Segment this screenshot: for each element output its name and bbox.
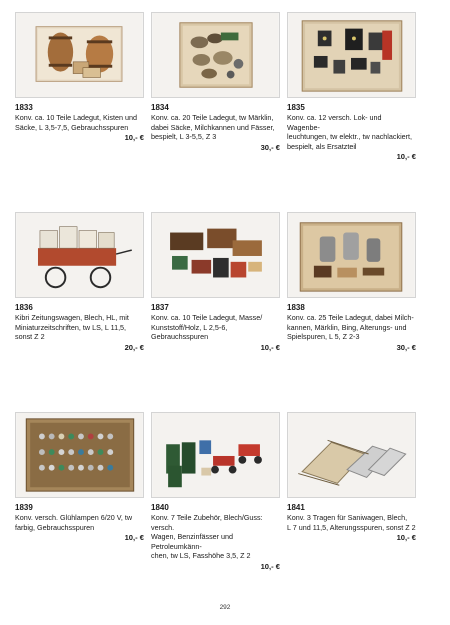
lot-description-line: L 7 und 11,5, Alterungsspuren, sonst Z 2 xyxy=(287,522,416,532)
lot-price: 10,- € xyxy=(396,152,416,162)
lot-1833 xyxy=(15,12,144,142)
lot-price: 10,- € xyxy=(260,561,280,571)
light-bulbs-box-photo xyxy=(15,412,144,498)
lot-number: 1834 xyxy=(151,103,169,112)
lot-number: 1835 xyxy=(287,103,305,112)
lot-description-line: Kibri Zeitungswagen, Blech, HL, mit xyxy=(15,313,129,322)
lot-description-line: Wagen, Benzinfässer und Petroleumkänn- xyxy=(151,532,234,551)
page-number: 292 xyxy=(219,604,231,611)
cargo-blocks-photo xyxy=(151,212,280,298)
milk-cans-box-photo xyxy=(287,212,416,298)
lot-description-line: Konv. ca. 25 Teile Ladegut, dabei Milch- xyxy=(287,313,414,322)
lot-price: 10,- € xyxy=(124,133,144,143)
lot-1836 xyxy=(15,212,144,352)
lot-price: 30,- € xyxy=(396,342,416,352)
newspaper-cart-photo xyxy=(15,212,144,298)
lamps-photo xyxy=(287,12,416,98)
lot-price: 10,- € xyxy=(124,533,144,543)
lot-description-line: Konv. 3 Tragen für Saniwagen, Blech, xyxy=(287,513,408,522)
lot-number: 1840 xyxy=(151,503,169,512)
lot-description-line: Konv. ca. 12 versch. Lok- und Wagenbe- xyxy=(287,113,382,132)
lot-description-line: sonst Z 2 xyxy=(15,332,45,342)
lot-price: 30,- € xyxy=(260,142,280,152)
lot-1841 xyxy=(287,412,416,542)
lot-description-line: Säcke, L 3,5-7,5, Gebrauchsspuren xyxy=(15,122,129,132)
lot-description-line: leuchtungen, tw elektr., tw nachlackiert, xyxy=(287,132,413,142)
lot-price: 10,- € xyxy=(396,533,416,543)
sacks-milk-cans-photo xyxy=(151,12,280,98)
barrels-crates-photo xyxy=(15,12,144,98)
lot-price: 20,- € xyxy=(124,342,144,352)
lot-description-line: Kunststoff/Holz, L 2,5-6, Gebrauchsspuren xyxy=(151,322,228,342)
lot-description-line: Konv. ca. 10 Teile Ladegut, Kisten und xyxy=(15,113,138,122)
lot-description-line: Konv. versch. Glühlampen 6/20 V, tw xyxy=(15,513,133,522)
lot-description-line: bespielt, L 3-5,5, Z 3 xyxy=(151,132,217,142)
lot-number: 1839 xyxy=(15,503,33,512)
lot-description-line: farbig, Gebrauchsspuren xyxy=(15,522,95,532)
lot-1834 xyxy=(151,12,280,152)
lot-description-line: kannen, Märklin, Bing, Alterungs- und xyxy=(287,322,407,332)
lot-description-line: dabei Säcke, Milchkannen und Fässer, xyxy=(151,122,275,132)
lot-number: 1838 xyxy=(287,303,305,312)
lot-1840 xyxy=(151,412,280,571)
lot-1835 xyxy=(287,12,416,161)
lot-1838 xyxy=(287,212,416,352)
lot-description-line: chen, tw LS, Fasshöhe 3,5, Z 2 xyxy=(151,551,251,561)
lot-description-line: Spielspuren, L 5, Z 2-3 xyxy=(287,332,360,342)
lot-number: 1833 xyxy=(15,103,33,112)
lot-number: 1837 xyxy=(151,303,169,312)
lot-description-line: bespielt, als Ersatzteil xyxy=(287,141,357,151)
lot-description-line: Konv. ca. 20 Teile Ladegut, tw Märklin, xyxy=(151,113,274,122)
lot-number: 1841 xyxy=(287,503,305,512)
fuel-drums-carts-photo xyxy=(151,412,280,498)
stretchers-photo xyxy=(287,412,416,498)
lot-price: 10,- € xyxy=(260,342,280,352)
lot-description-line: Konv. 7 Teile Zubehör, Blech/Guss: versch. xyxy=(151,513,263,532)
lot-number: 1836 xyxy=(15,303,33,312)
lot-description-line: Konv. ca. 10 Teile Ladegut, Masse/ xyxy=(151,313,263,322)
lot-1839 xyxy=(15,412,144,542)
lot-description-line: Miniaturzeitschriften, tw LS, L 11,5, xyxy=(15,322,127,332)
lot-1837 xyxy=(151,212,280,352)
